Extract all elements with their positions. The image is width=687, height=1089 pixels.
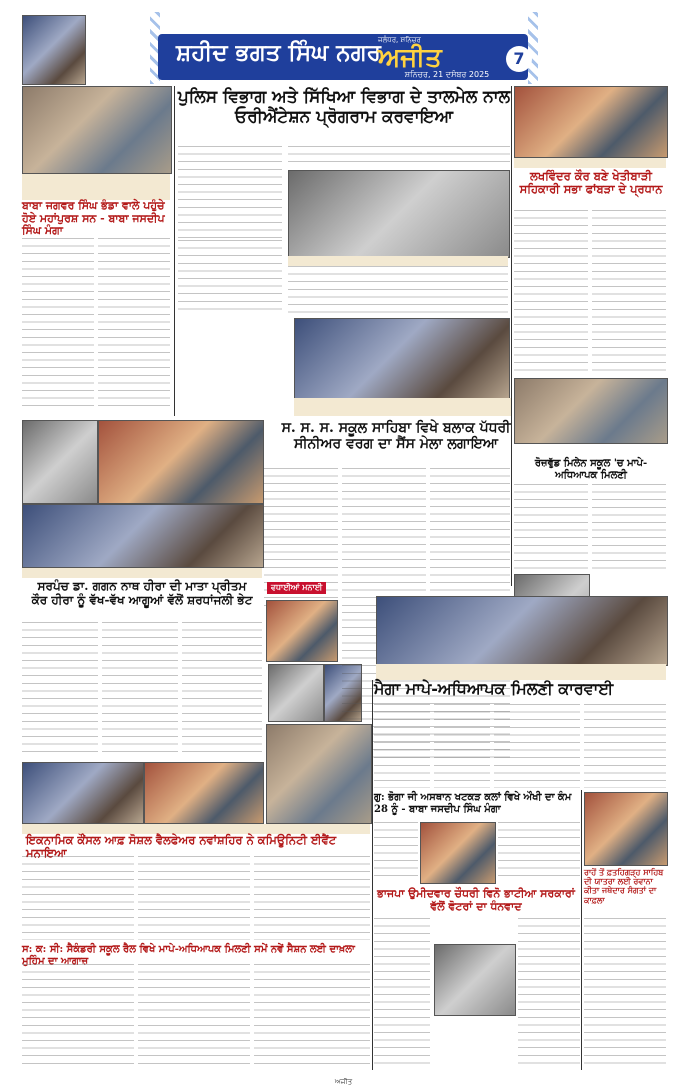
stage-photo — [266, 724, 372, 824]
officer-photo — [268, 664, 324, 722]
lakhwinder-article-col1 — [514, 210, 588, 375]
bjp-article-col2 — [518, 918, 580, 1068]
column-divider — [581, 790, 582, 1070]
police-article-col1b — [178, 240, 282, 316]
bottom-article-col1 — [22, 964, 134, 1070]
sss-photo-caption — [294, 398, 512, 416]
fatehgarh-article-body — [584, 918, 666, 1068]
lakhwinder-group-photo — [514, 86, 668, 158]
council-article-col3 — [254, 856, 370, 940]
bottom-article-col2 — [138, 964, 250, 1070]
gurdwara-article-col1 — [374, 822, 418, 882]
police-meeting-photo — [288, 170, 510, 258]
police-headline: ਪੁਲਿਸ ਵਿਭਾਗ ਅਤੇ ਸਿੱਖਿਆ ਵਿਭਾਗ ਦੇ ਤਾਲਮੇਲ ਨਾਲ ਓਰੀਐਂਟੇਸ਼ਨ ਪ੍ਰੋਗਰਾਮ ਕਰਵਾਇਆ — [177, 87, 511, 127]
footer: ਅਜੀਤ — [334, 1078, 353, 1086]
lakhwinder-photo-caption — [514, 158, 666, 168]
baba-article-body-col2 — [98, 238, 170, 413]
police-article-intro — [288, 146, 510, 168]
statue-photo — [22, 15, 86, 85]
bjp-article-col1 — [374, 918, 430, 1068]
rosebud-article-col1 — [514, 484, 588, 574]
group-photo-right — [144, 762, 264, 824]
badhai-label: ਵਧਾਈਆਂ ਮਨਾਈ — [267, 582, 326, 594]
baba-article-body-col1 — [22, 238, 94, 413]
mega-article-col1 — [374, 704, 430, 788]
mega-headline: ਮੈਗਾ ਮਾਪੇ-ਅਧਿਆਪਕ ਮਿਲਣੀ ਕਾਰਵਾਈ — [374, 679, 614, 698]
column-divider — [174, 86, 175, 416]
bhatia-portrait — [434, 944, 516, 1016]
rosebud-meeting-photo — [514, 378, 668, 444]
council-headline: ਇਕਨਾਮਿਕ ਕੌਂਸਲ ਆਫ਼ ਸੋਸ਼ਲ ਵੈਲਫੇਅਰ ਨਵਾਂਸ਼ਹਿਰ ਨੇ ਕਮਿਊਨਿਟੀ ਈਵੈਂਟ ਮਨਾਇਆ — [26, 833, 337, 861]
gurdwara-headline: ਗੁ: ਭੋਗਾ ਜੀ ਅਸਥਾਨ ਖਟਕੜ ਕਲਾਂ ਵਿਖੇ ਔਖੀ ਦਾ ਕੰਮ 28 ਨੂੰ - ਬਾਬਾ ਜਸਦੀਪ ਸਿੰਘ ਮੰਗਾ — [374, 792, 572, 815]
hira-article-col3 — [182, 622, 262, 757]
council-article-col1 — [22, 856, 134, 940]
baba-headline: ਬਾਬਾ ਜਗਵਰ ਸਿੰਘ ਭੰਡਾ ਵਾਲੇ ਪਹੁੰਚੇ ਹੋਏ ਮਹਾਂਪੁਰਸ਼ ਸਨ - ਬਾਬਾ ਜਸਦੀਪ ਸਿੰਘ ਮੰਗਾ — [22, 199, 165, 238]
baba-ceremony-photo — [22, 86, 172, 174]
masthead-subtitle: ਜਲੰਧਰ, ਸ਼ਨਿਚਰ — [378, 36, 421, 44]
baba-portrait — [420, 822, 496, 884]
sss-headline: ਸ. ਸ. ਸ. ਸਕੂਲ ਸਾਹਿਬਾ ਵਿਖੇ ਬਲਾਕ ਪੱਧਰੀ ਸੀਨੀਅਰ ਵਰਗ ਦਾ ਸੈਂਸ ਮੇਲਾ ਲਗਾਇਆ — [281, 420, 511, 453]
lakhwinder-headline: ਲਖਵਿੰਦਰ ਕੌਰ ਬਣੇ ਖੇਤੀਬਾੜੀ ਸਹਿਕਾਰੀ ਸਭਾ ਫਾਂਬੜਾ ਦੇ ਪ੍ਰਧਾਨ — [519, 169, 663, 197]
column-divider — [511, 86, 512, 586]
masthead-pattern-right — [528, 12, 538, 84]
pritam-kaur-portrait — [22, 420, 98, 504]
mega-article-col3 — [494, 704, 580, 788]
baba-photo-caption — [22, 174, 170, 200]
hira-headline: ਸਰਪੰਚ ਡਾ. ਗਗਨ ਨਾਥ ਹੀਰਾ ਦੀ ਮਾਤਾ ਪ੍ਰੀਤਮ ਕੌਰ ਹੀਰਾ ਨੂੰ ਵੱਖ-ਵੱਖ ਆਗੂਆਂ ਵੱਲੋਂ ਸ਼ਰਧਾਂਜਲੀ ਭੇਟ — [31, 579, 253, 607]
hira-photo-caption — [22, 568, 262, 578]
fatehgarh-headline: ਰਾਹੋਂ ਤੋਂ ਫ਼ਤਹਿਗੜ੍ਹ ਸਾਹਿਬ ਦੀ ਯਾਤਰਾ ਲਈ ਰਵਾਨਾ ਕੀਤਾ ਜਥੇਦਾਰ ਸੰਗਤਾਂ ਦਾ ਕਾਫ਼ਲਾ — [584, 867, 664, 905]
rosebud-article-col2 — [592, 484, 666, 574]
gurdwara-article-col2 — [498, 822, 580, 882]
page-number: 7 — [506, 46, 532, 72]
sss-school-photo — [294, 318, 510, 400]
masthead-date: ਸ਼ਨਿਚਰ, 21 ਦਸੰਬਰ 2025 — [404, 70, 490, 79]
mega-photo-caption — [376, 664, 666, 680]
police-article-col1 — [178, 146, 282, 238]
mega-article-col4 — [584, 704, 666, 788]
column-divider — [372, 680, 373, 1070]
mega-ptm-photo — [376, 596, 668, 666]
rosebud-headline: ਰੋਜ਼ਵੁੱਡ ਮਿਲੇਨ ਸਕੂਲ 'ਚ ਮਾਪੇ-ਅਧਿਆਪਕ ਮਿਲਣੀ — [534, 458, 648, 481]
group-photo-left — [22, 762, 144, 824]
police-article-col2 — [288, 266, 508, 316]
page-title: ਸ਼ਹੀਦ ਭਗਤ ਸਿੰਘ ਨਗਰ — [176, 39, 381, 66]
bottom-article-col3 — [254, 964, 370, 1070]
bjp-headline: ਭਾਜਪਾ ਉਮੀਦਵਾਰ ਚੌਧਰੀ ਵਿਨੋ ਭਾਟੀਆ ਸਰਕਾਰਾਂ ਵੱਲੋਂ ਵੋਟਰਾਂ ਦਾ ਧੰਨਵਾਦ — [377, 887, 575, 913]
badhai-couple-photo — [266, 600, 338, 662]
print-metadata-line — [0, 0, 687, 12]
lakhwinder-article-col2 — [592, 210, 666, 375]
hira-article-col2 — [102, 622, 178, 757]
kirtan-photo — [98, 420, 264, 504]
hira-article-col1 — [22, 622, 98, 757]
mega-article-col2 — [434, 704, 490, 788]
sss-article-col3 — [430, 468, 510, 608]
newspaper-logo: ਅਜੀਤ — [378, 43, 442, 73]
bottom-headline: ਸ: ਕ: ਸੀ: ਸੈਕੰਡਰੀ ਸਕੂਲ ਰੈਲ ਵਿਖੇ ਮਾਪੇ-ਅਧਿਆਪਕ ਮਿਲਣੀ ਸਮੇਂ ਨਵੇਂ ਸੈਸ਼ਨ ਲਈ ਦਾਖ਼ਲਾ ਮੁਹਿੰਮ ਦਾ ਆਗਾਜ਼ — [22, 944, 355, 967]
fatehgarh-jatha-photo — [584, 792, 668, 866]
council-article-col2 — [138, 856, 250, 940]
sangat-photo — [22, 504, 264, 568]
sss-article-col2 — [342, 468, 426, 608]
police-photo-caption — [288, 256, 508, 266]
